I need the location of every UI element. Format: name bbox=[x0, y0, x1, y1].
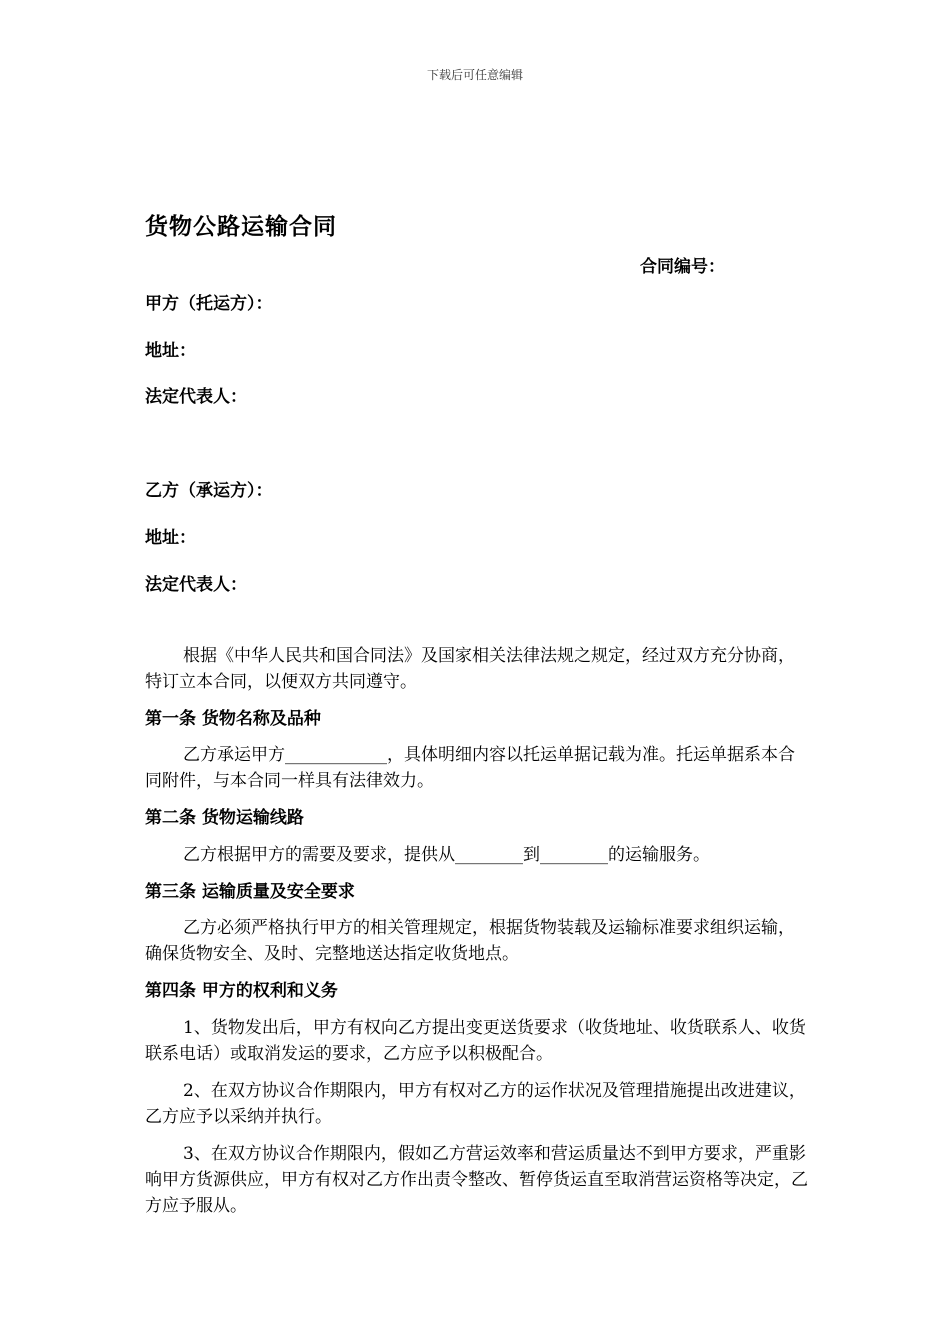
article-4-item-2 bbox=[145, 1078, 810, 1130]
article-2-paragraph bbox=[145, 842, 810, 868]
party-a-label: 甲方（托运方）： bbox=[145, 294, 273, 314]
article-4 bbox=[145, 978, 810, 1004]
contract-number-label: 合同编号： bbox=[640, 257, 725, 277]
article-1-heading: 第一条 货物名称及品种 bbox=[145, 709, 321, 729]
article-3-body bbox=[145, 915, 810, 967]
destination-blank: ________ bbox=[540, 845, 608, 865]
article-2-heading: 第二条 货物运输线路 bbox=[145, 808, 304, 828]
article-3-heading: 第三条 运输质量及安全要求 bbox=[145, 882, 355, 902]
article-4-item-3 bbox=[145, 1141, 810, 1219]
party-a-address-label: 地址： bbox=[145, 341, 196, 361]
article-1 bbox=[145, 706, 810, 732]
party-b-label: 乙方（承运方）： bbox=[145, 481, 273, 501]
article-2-text-2: 到 bbox=[523, 845, 540, 865]
article-4-heading: 第四条 甲方的权利和义务 bbox=[145, 981, 338, 1001]
article-2-text-3: 的运输服务。 bbox=[608, 845, 710, 865]
article-4-item-1-text: 1、货物发出后，甲方有权向乙方提出变更送货要求（收货地址、收货联系人、收货联系电话）或取消发运的要求，乙方应予以积极配合。 bbox=[145, 1018, 806, 1064]
cargo-name-blank: ____________ bbox=[285, 745, 387, 765]
preamble-block bbox=[145, 643, 810, 695]
article-3 bbox=[145, 879, 810, 905]
article-1-text-after: ，具体明细内容以托运单据记载为准。托运单据系本合同附件，与本合同一样具有法律效力。 bbox=[145, 745, 795, 791]
article-4-item-3-text: 3、在双方协议合作期限内，假如乙方营运效率和营运质量达不到甲方要求，严重影响甲方货源供应，甲方有权对乙方作出责令整改、暂停货运直至取消营运资格等决定，乙方应予服从。 bbox=[145, 1144, 808, 1216]
party-b-address-label: 地址： bbox=[145, 528, 196, 548]
article-4-item-2-text: 2、在双方协议合作期限内，甲方有权对乙方的运作状况及管理措施提出改进建议，乙方应予以采纳并执行。 bbox=[145, 1081, 806, 1127]
party-a-rep-label: 法定代表人： bbox=[145, 387, 247, 407]
article-2-text-1: 乙方根据甲方的需要及要求，提供从 bbox=[183, 845, 455, 865]
party-b-rep-label: 法定代表人： bbox=[145, 575, 247, 595]
header-note: 下载后可任意编辑 bbox=[426, 68, 523, 82]
article-3-paragraph: 乙方必须严格执行甲方的相关管理规定，根据货物装载及运输标准要求组织运输，确保货物安全、及时、完整地送达指定收货地点。 bbox=[145, 918, 795, 964]
article-1-text-before: 乙方承运甲方 bbox=[183, 745, 285, 765]
document-title: 货物公路运输合同 bbox=[145, 214, 337, 240]
article-1-paragraph bbox=[145, 742, 810, 794]
preamble-paragraph: 根据《中华人民共和国合同法》及国家相关法律法规之规定，经过双方充分协商，特订立本合同，以便双方共同遵守。 bbox=[145, 646, 795, 692]
article-2 bbox=[145, 805, 810, 831]
article-2-body bbox=[145, 842, 810, 868]
article-4-item-1 bbox=[145, 1015, 810, 1067]
article-1-body bbox=[145, 742, 810, 794]
origin-blank: ________ bbox=[455, 845, 523, 865]
